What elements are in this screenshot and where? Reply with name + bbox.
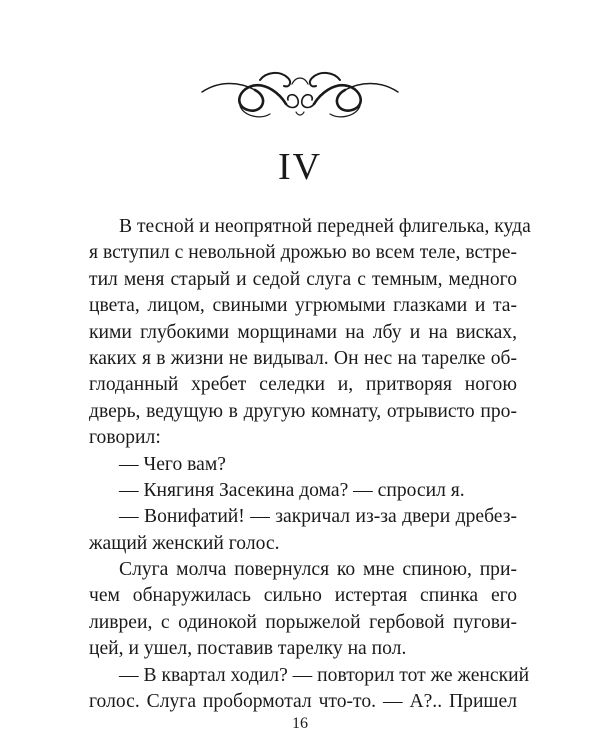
text-line: голос. Слуга пробормотал что-то. — А?.. Пришел: [89, 691, 517, 713]
text-line: каких я в жизни не видывал. Он нес на тарелке об-: [89, 347, 517, 369]
text-line: Слуга молча повернулся ко мне спиною, при-: [119, 559, 517, 581]
text-line: дверь, ведущую в другую комнату, отрывисто про-: [89, 400, 517, 422]
text-line: говорил:: [89, 427, 161, 449]
text-line: В тесной и неопрятной передней флигелька, куда: [119, 216, 531, 237]
page-number: 16: [292, 715, 308, 732]
chapter-body-text: [89, 214, 531, 715]
chapter-number: IV: [277, 146, 323, 188]
text-line: чем обнаружилась сильно истертая спинка его: [89, 585, 517, 607]
text-line: цвета, лицом, свиными угрюмыми глазками и та-: [89, 295, 517, 317]
text-line: ливреи, с одинокой порыжелой гербовой пугови-: [89, 611, 517, 633]
text-line: — Чего вам?: [119, 453, 226, 475]
text-line: тил меня старый и седой слуга с темным, медного: [89, 268, 517, 290]
text-line: — В квартал ходил? — повторил тот же женский: [119, 664, 530, 686]
text-line: глоданный хребет селедки и, притворяя ногою: [89, 374, 517, 396]
flourish-ornament-icon: [200, 62, 400, 122]
text-line: кими глубокими морщинами на лбу и на висках,: [89, 321, 517, 343]
text-line: жащий женский голос.: [89, 532, 280, 554]
text-line: я вступил с невольной дрожью во всем теле, встре-: [89, 242, 517, 264]
text-line: — Княгиня Засекина дома? — спросил я.: [119, 479, 465, 501]
text-line: — Вонифатий! — закричал из-за двери дребез-: [119, 506, 517, 528]
text-line: цей, и ушел, поставив тарелку на пол.: [89, 638, 407, 660]
